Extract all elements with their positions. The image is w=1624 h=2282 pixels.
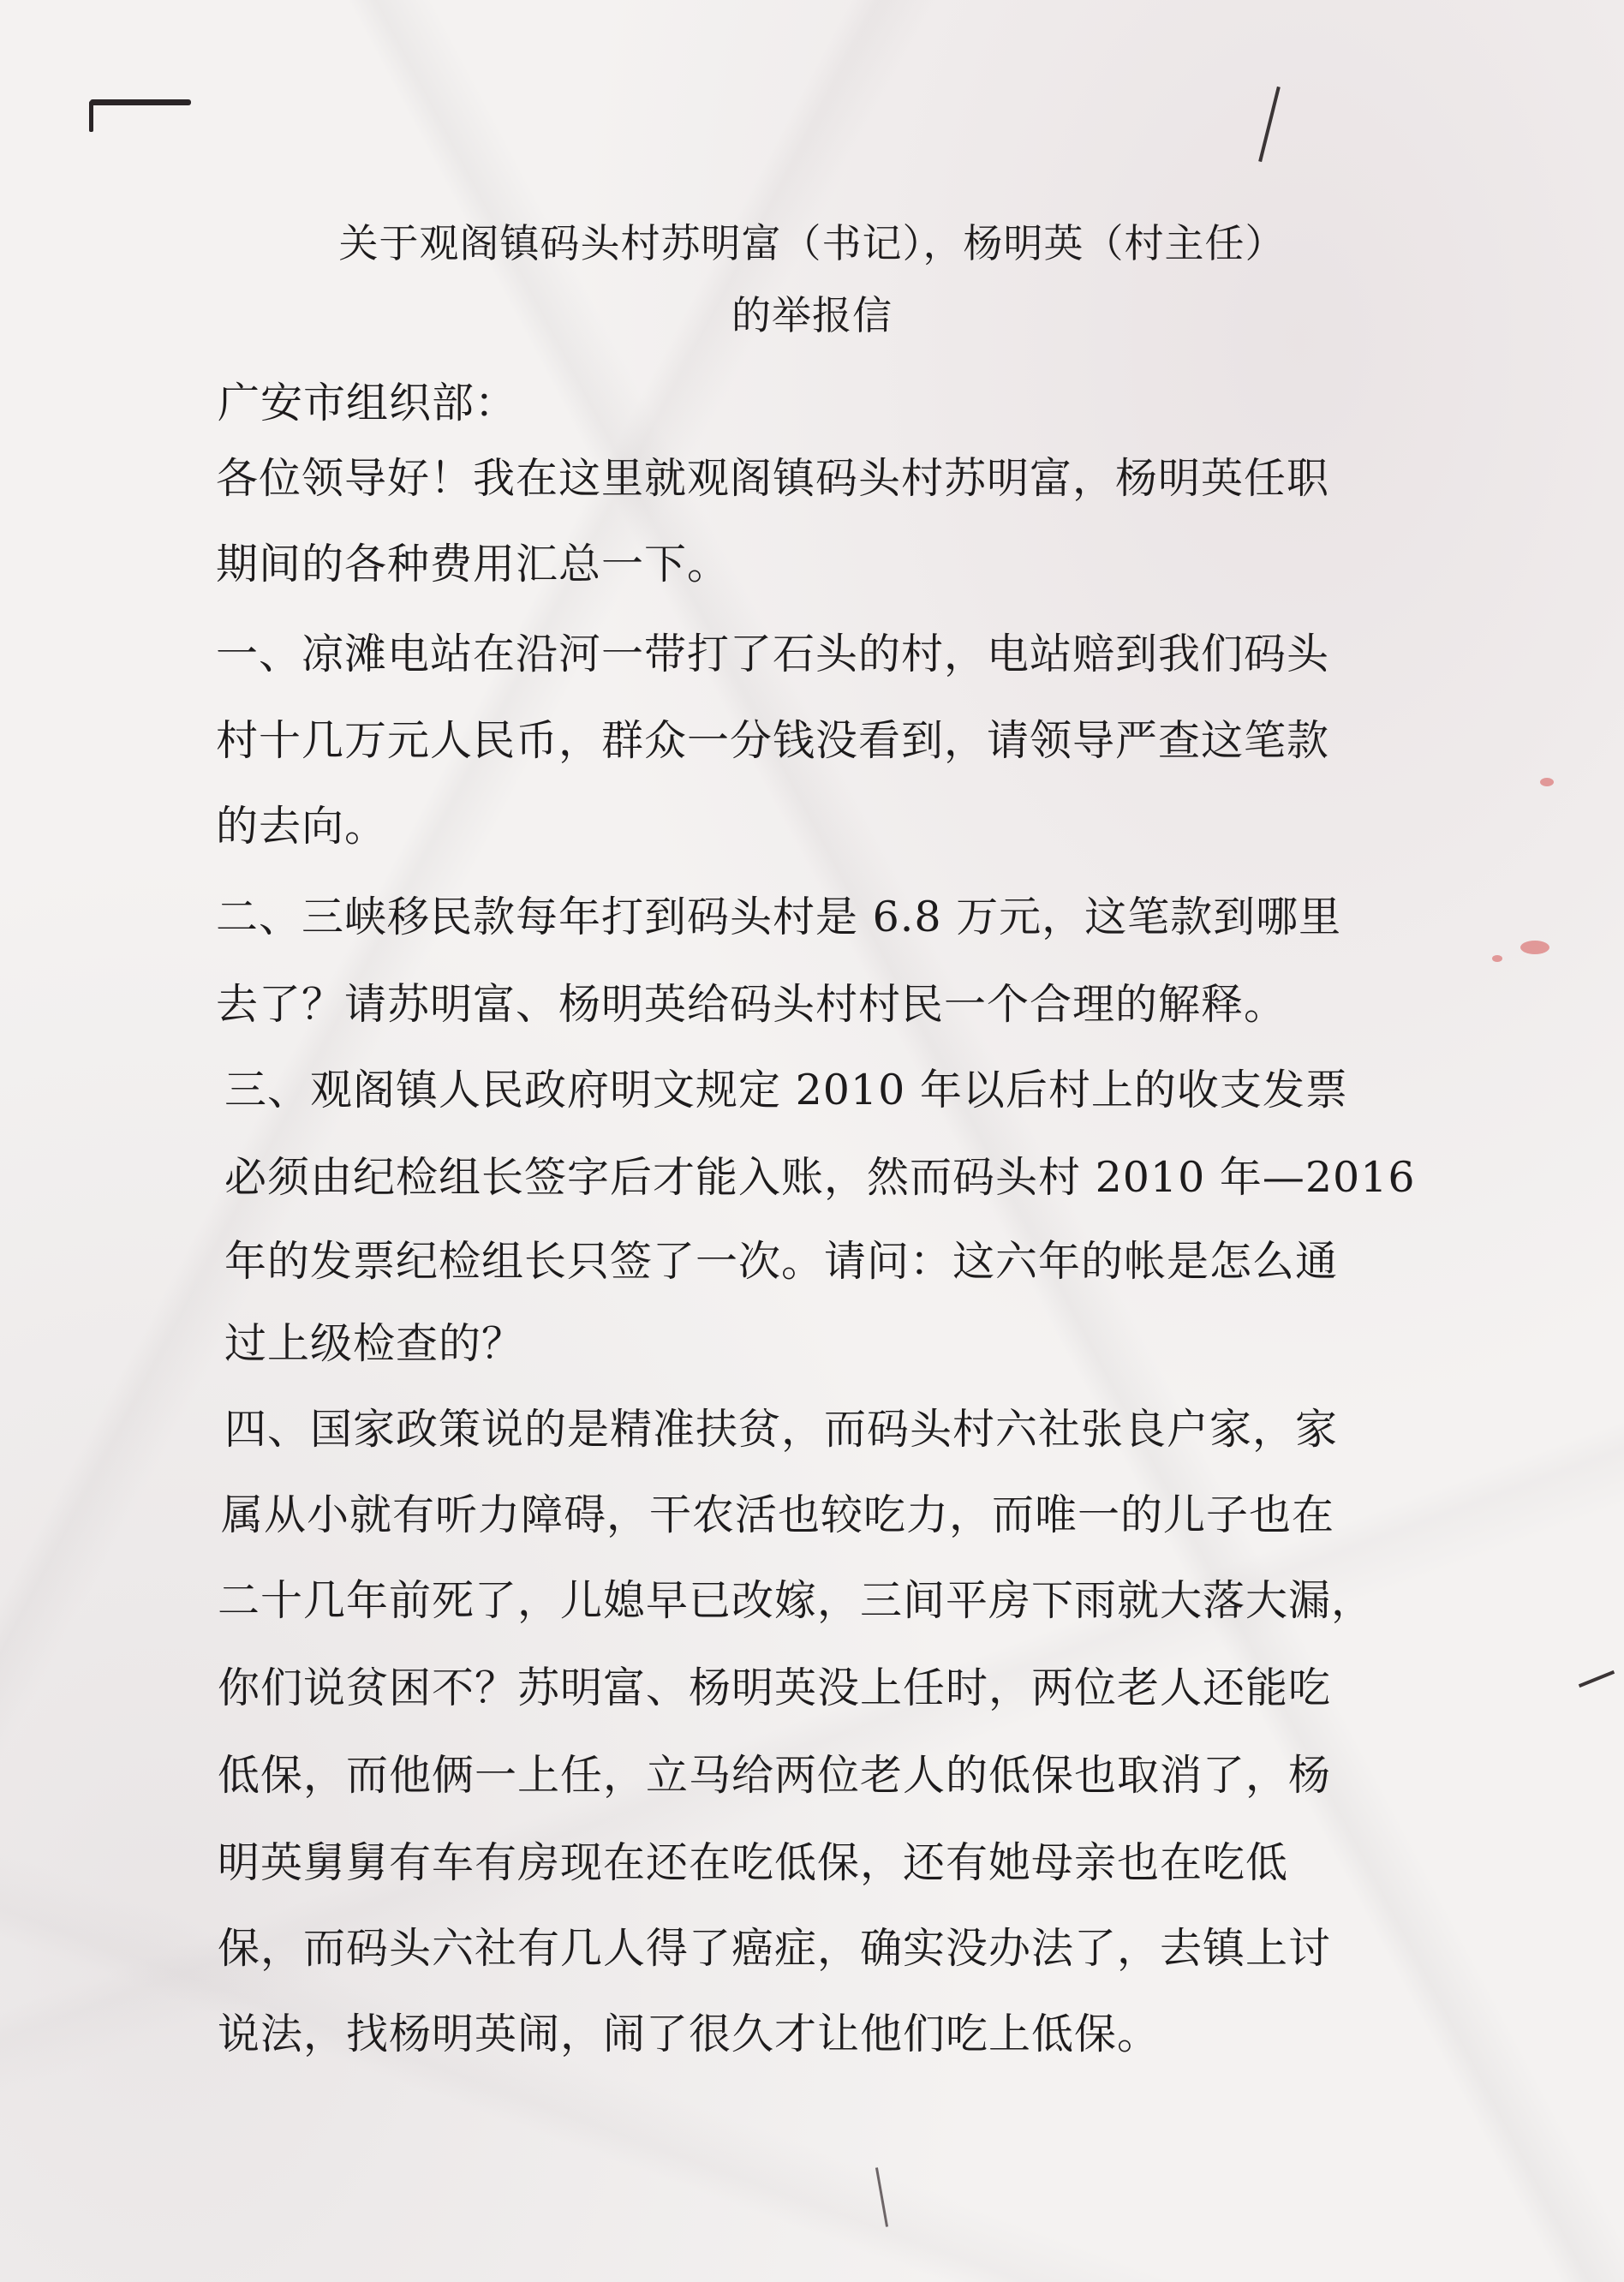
body-line: 你们说贫困不？苏明富、杨明英没上任时，两位老人还能吃 [218, 1664, 1332, 1712]
body-line: 二、三峡移民款每年打到码头村是 6.8 万元，这笔款到哪里 [216, 893, 1342, 941]
body-line: 保，而码头六社有几人得了癌症，确实没办法了，去镇上讨 [218, 1924, 1332, 1973]
body-line: 期间的各种费用汇总一下。 [216, 540, 731, 588]
body-line: 说法，找杨明英闹，闹了很久才让他们吃上低保。 [218, 2010, 1161, 2058]
body-line: 四、国家政策说的是精准扶贫，而码头村六社张良户家，家 [224, 1405, 1339, 1454]
pen-mark-top-left [90, 99, 191, 105]
body-line: 一、凉滩电站在沿河一带打了石头的村，电站赔到我们码头 [216, 630, 1330, 678]
red-stain-2 [1540, 778, 1554, 786]
body-line: 各位领导好！我在这里就观阁镇码头村苏明富，杨明英任职 [216, 454, 1330, 503]
body-line: 过上级检查的？ [224, 1319, 525, 1368]
red-stain-1 [1520, 941, 1549, 954]
salutation: 广安市组织部： [218, 379, 518, 427]
body-line: 三、观阁镇人民政府明文规定 2010 年以后村上的收支发票 [224, 1066, 1348, 1114]
body-line: 二十几年前死了，儿媳早已改嫁，三间平房下雨就大落大漏， [218, 1576, 1375, 1625]
body-line: 去了？请苏明富、杨明英给码头村村民一个合理的解释。 [216, 980, 1287, 1029]
body-line: 属从小就有听力障碍，干农活也较吃力，而唯一的儿子也在 [221, 1490, 1335, 1539]
document-title-line-2: 的举报信 [731, 292, 893, 338]
red-stain-3 [1492, 955, 1502, 962]
body-line: 明英舅舅有车有房现在还在吃低保，还有她母亲也在吃低 [218, 1838, 1289, 1887]
body-line: 年的发票纪检组长只签了一次。请问：这六年的帐是怎么通 [224, 1237, 1339, 1286]
body-line: 必须由纪检组长签字后才能入账，然而码头村 2010 年—2016 [224, 1153, 1416, 1202]
body-line: 的去向。 [216, 802, 388, 851]
body-line: 村十几万元人民币，群众一分钱没看到，请领导严查这笔款 [216, 716, 1330, 765]
pen-mark-top-left-tick [89, 101, 93, 132]
body-line: 低保，而他俩一上任，立马给两位老人的低保也取消了，杨 [218, 1751, 1332, 1800]
document-title-line-1: 关于观阁镇码头村苏明富（书记），杨明英（村主任） [338, 220, 1286, 266]
